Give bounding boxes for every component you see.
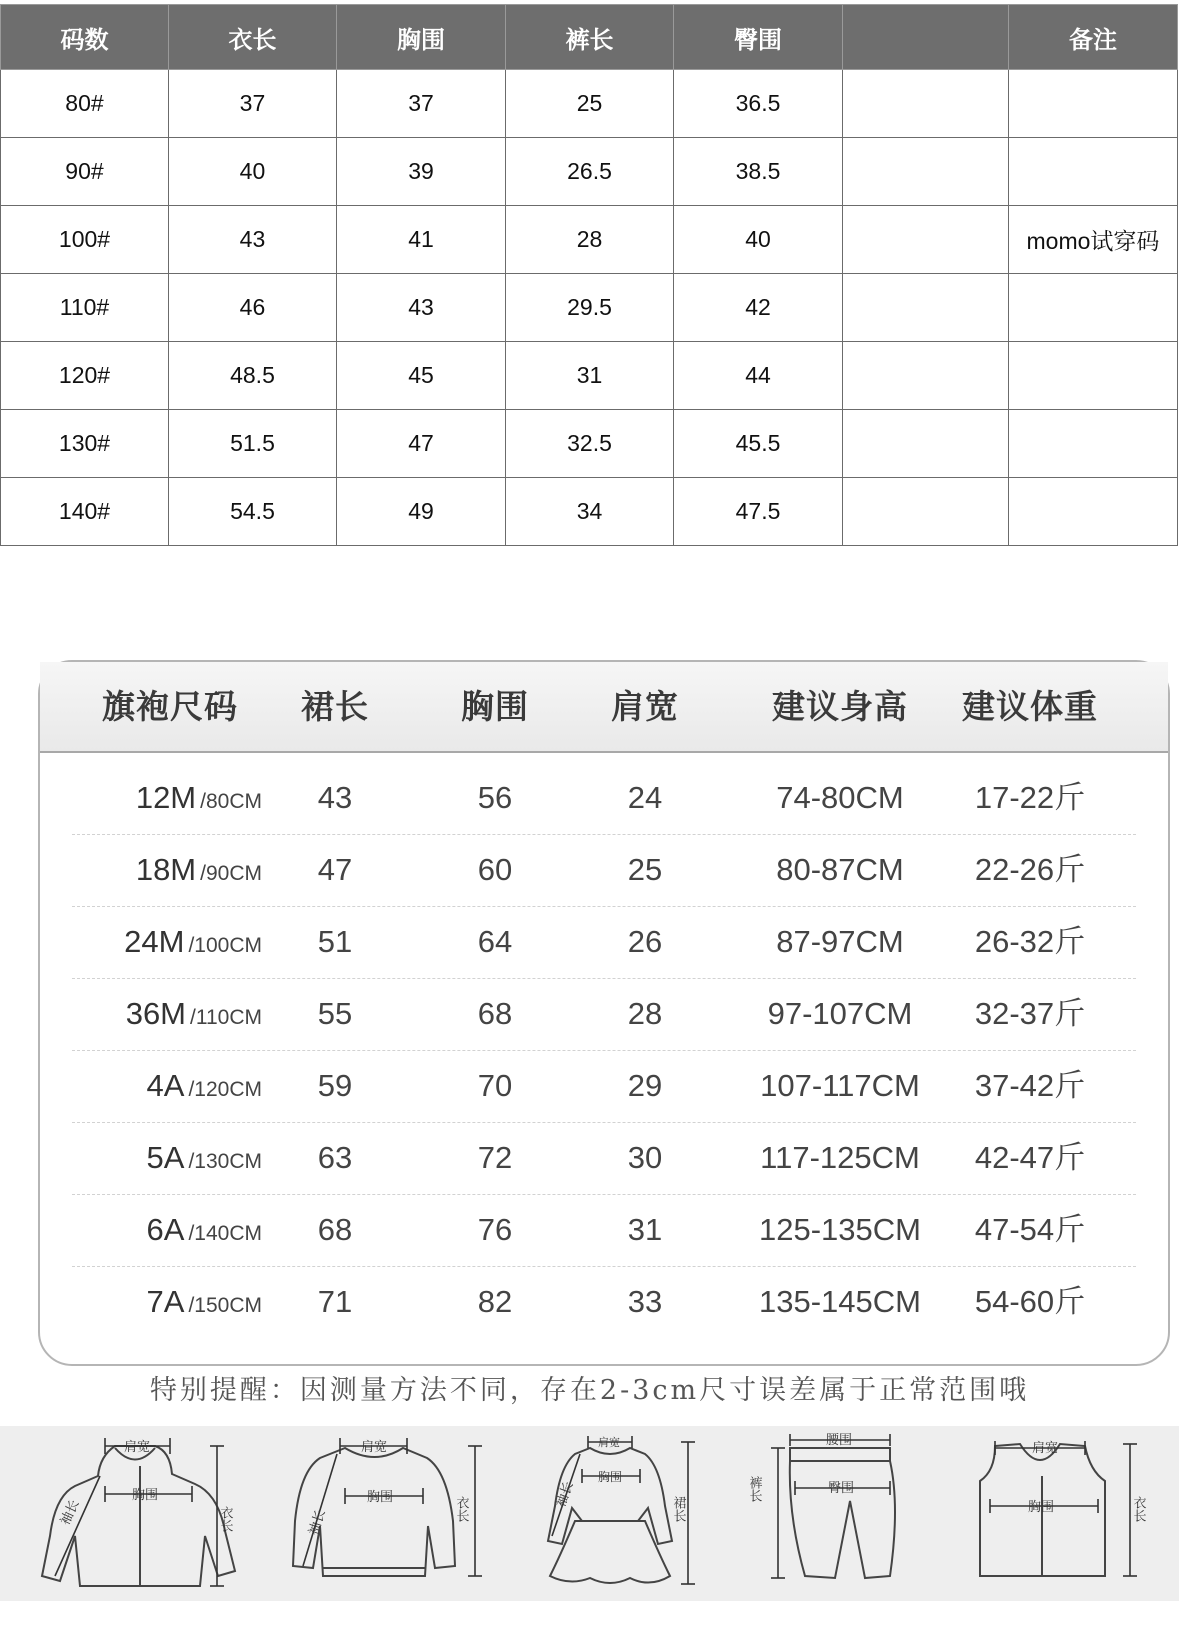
cell-hip: 36.5 [673,70,842,138]
cell-shoulder: 26 [627,924,663,959]
vest-length-label: 衣长 [1130,1496,1146,1522]
table-row [1,410,1178,478]
cell-suggested-weight: 37-42斤 [974,1068,1086,1103]
header-pants-length: 裤长 [506,5,674,70]
cell-blank [843,70,1009,138]
cell-suggested-height: 117-125CM [760,1140,920,1175]
cell-size: 100# [1,206,169,274]
cell-skirt-length: 55 [317,996,353,1031]
cell-skirt-length: 47 [317,852,353,887]
size-height-code: /140CM [188,1222,262,1245]
header-blank [843,5,1009,70]
sweater-sleeve-label: 袖长 [306,1507,329,1538]
size-label [136,761,262,839]
size-code: 4A [146,1068,185,1103]
cell-qipao-size [70,977,270,1051]
cell-blank [843,138,1009,206]
table-row [1,138,1178,206]
cell-suggested-weight: 54-60斤 [974,1284,1086,1319]
cell-chest: 64 [477,924,513,959]
table-row [40,1049,1168,1123]
sweater-shoulder-label: 肩宽 [361,1440,388,1455]
header-chest: 胸围 [461,688,529,725]
table-row [1,342,1178,410]
cell-chest: 60 [477,852,513,887]
cell-size: 80# [1,70,169,138]
size-code: 6A [146,1212,185,1247]
size-code: 18M [135,852,197,887]
cell-pants-length: 31 [506,342,674,410]
size-label [126,977,262,1055]
size-height-code: /130CM [188,1150,262,1173]
size-table-header [1,5,1178,70]
cell-qipao-size [70,905,270,979]
cell-chest: 76 [477,1212,513,1247]
table-row [1,274,1178,342]
cell-skirt-length: 43 [317,780,353,815]
cell-blank [843,478,1009,546]
pants-waist-label: 腰围 [826,1433,853,1448]
cell-hip: 47.5 [673,478,842,546]
jacket-shoulder-label: 肩宽 [124,1440,151,1455]
size-label [147,1049,262,1127]
cell-shoulder: 28 [627,996,663,1031]
cell-suggested-height: 125-135CM [759,1212,921,1247]
cell-suggested-height: 87-97CM [776,924,904,959]
sweater-diagram [265,1426,485,1601]
header-skirt-length: 裙长 [301,688,369,725]
table-row [40,1121,1168,1195]
cell-remark [1008,138,1177,206]
cell-size: 120# [1,342,169,410]
cell-suggested-weight: 22-26斤 [974,852,1086,887]
vest-shoulder-label: 肩宽 [1032,1441,1059,1456]
size-label [147,1121,262,1199]
table-row [40,977,1168,1051]
jacket-sleeve-label: 袖长 [58,1497,83,1528]
size-code: 5A [146,1140,185,1175]
size-height-code: /80CM [200,790,262,813]
cell-qipao-size [70,761,270,835]
header-hip: 臀围 [673,5,842,70]
cell-shoulder: 24 [627,780,663,815]
cell-hip: 45.5 [673,410,842,478]
sweater-length-label: 衣长 [453,1496,469,1522]
cell-hip: 42 [673,274,842,342]
size-code: 24M [124,924,185,959]
cell-suggested-weight: 32-37斤 [974,996,1086,1031]
cell-pants-length: 29.5 [506,274,674,342]
cell-top-length: 54.5 [168,478,336,546]
pants-length-label: 裤长 [746,1476,762,1502]
cell-top-length: 46 [168,274,336,342]
cell-chest: 45 [336,342,505,410]
cell-shoulder: 30 [627,1140,663,1175]
dress-diagram [520,1426,720,1601]
cell-remark: momo试穿码 [1008,206,1177,274]
size-code: 36M [125,996,187,1031]
cell-chest: 39 [336,138,505,206]
table-row [1,206,1178,274]
size-height-code: /120CM [188,1078,262,1101]
header-suggested-weight: 建议体重 [962,688,1098,725]
size-height-code: /100CM [188,934,262,957]
cell-shoulder: 31 [627,1212,663,1247]
cell-blank [843,206,1009,274]
dress-chest-label: 胸围 [598,1470,623,1484]
cell-hip: 44 [673,342,842,410]
size-code: 12M [135,780,197,815]
garment-diagrams [0,1426,1179,1601]
jacket-diagram [20,1426,240,1601]
cell-skirt-length: 63 [317,1140,353,1175]
pants-hip-label: 臀围 [828,1481,855,1496]
qipao-table-header [40,662,1168,753]
cell-pants-length: 28 [506,206,674,274]
cell-pants-length: 34 [506,478,674,546]
table-row [40,1193,1168,1267]
size-height-code: /150CM [188,1294,262,1317]
cell-remark [1008,478,1177,546]
size-label [136,833,262,911]
cell-blank [843,274,1009,342]
cell-blank [843,410,1009,478]
cell-qipao-size [70,1121,270,1195]
size-code: 7A [146,1284,185,1319]
cell-size: 130# [1,410,169,478]
sweater-chest-label: 胸围 [367,1490,394,1505]
cell-chest: 37 [336,70,505,138]
table-row [40,833,1168,907]
measurement-reminder: 特别提醒：因测量方法不同，存在2-3cm尺寸误差属于正常范围哦 [149,1375,1030,1406]
cell-pants-length: 32.5 [506,410,674,478]
size-label [147,1193,262,1271]
cell-blank [843,342,1009,410]
cell-skirt-length: 68 [317,1212,353,1247]
cell-pants-length: 25 [506,70,674,138]
table-row [40,1265,1168,1339]
cell-suggested-weight: 17-22斤 [974,780,1086,815]
cell-suggested-weight: 26-32斤 [974,924,1086,959]
cell-size: 90# [1,138,169,206]
cell-top-length: 48.5 [168,342,336,410]
jacket-chest-label: 胸围 [132,1488,159,1503]
cell-suggested-weight: 47-54斤 [974,1212,1086,1247]
cell-skirt-length: 71 [317,1284,353,1319]
cell-top-length: 43 [168,206,336,274]
cell-size: 140# [1,478,169,546]
table-row [1,478,1178,546]
header-suggested-height: 建议身高 [772,688,908,725]
qipao-size-card [38,660,1170,1366]
table-row [40,905,1168,979]
size-height-code: /90CM [200,862,262,885]
cell-suggested-height: 74-80CM [776,780,904,815]
cell-qipao-size [70,1265,270,1339]
cell-chest: 47 [336,410,505,478]
table-row [40,761,1168,835]
vest-diagram [950,1426,1150,1601]
cell-chest: 82 [477,1284,513,1319]
cell-skirt-length: 59 [317,1068,353,1103]
cell-chest: 43 [336,274,505,342]
header-shoulder: 肩宽 [611,688,679,725]
cell-remark [1008,70,1177,138]
cell-remark [1008,274,1177,342]
cell-top-length: 37 [168,70,336,138]
cell-remark [1008,410,1177,478]
cell-chest: 68 [477,996,513,1031]
cell-hip: 40 [673,206,842,274]
cell-skirt-length: 51 [317,924,353,959]
header-size: 码数 [1,5,169,70]
cell-suggested-height: 97-107CM [767,996,913,1031]
cell-qipao-size [70,1049,270,1123]
cell-suggested-height: 107-117CM [760,1068,920,1103]
cell-suggested-height: 135-145CM [759,1284,921,1319]
cell-top-length: 51.5 [168,410,336,478]
cell-qipao-size [70,1193,270,1267]
table-row [1,70,1178,138]
cell-shoulder: 33 [627,1284,663,1319]
size-height-code: /110CM [190,1006,262,1029]
vest-chest-label: 胸围 [1028,1500,1055,1515]
cell-shoulder: 25 [627,852,663,887]
cell-hip: 38.5 [673,138,842,206]
cell-top-length: 40 [168,138,336,206]
header-chest: 胸围 [336,5,505,70]
cell-shoulder: 29 [627,1068,663,1103]
cell-qipao-size [70,833,270,907]
cell-suggested-height: 80-87CM [776,852,904,887]
header-top-length: 衣长 [168,5,336,70]
jacket-length-label: 衣长 [217,1506,233,1532]
cell-chest: 72 [477,1140,513,1175]
cell-pants-length: 26.5 [506,138,674,206]
cell-remark [1008,342,1177,410]
cell-chest: 49 [336,478,505,546]
cell-chest: 70 [477,1068,513,1103]
size-label [124,905,262,983]
header-remark: 备注 [1008,5,1177,70]
dress-shoulder-label: 肩宽 [598,1436,620,1449]
cell-suggested-weight: 42-47斤 [974,1140,1086,1175]
header-qipao-size: 旗袍尺码 [102,688,238,725]
dress-length-label: 裙长 [670,1496,686,1522]
cell-size: 110# [1,274,169,342]
cell-chest: 56 [477,780,513,815]
size-table [0,4,1178,546]
cell-chest: 41 [336,206,505,274]
pants-diagram [746,1426,930,1601]
dress-sleeve-label: 袖长 [553,1479,577,1510]
size-label [147,1265,262,1343]
